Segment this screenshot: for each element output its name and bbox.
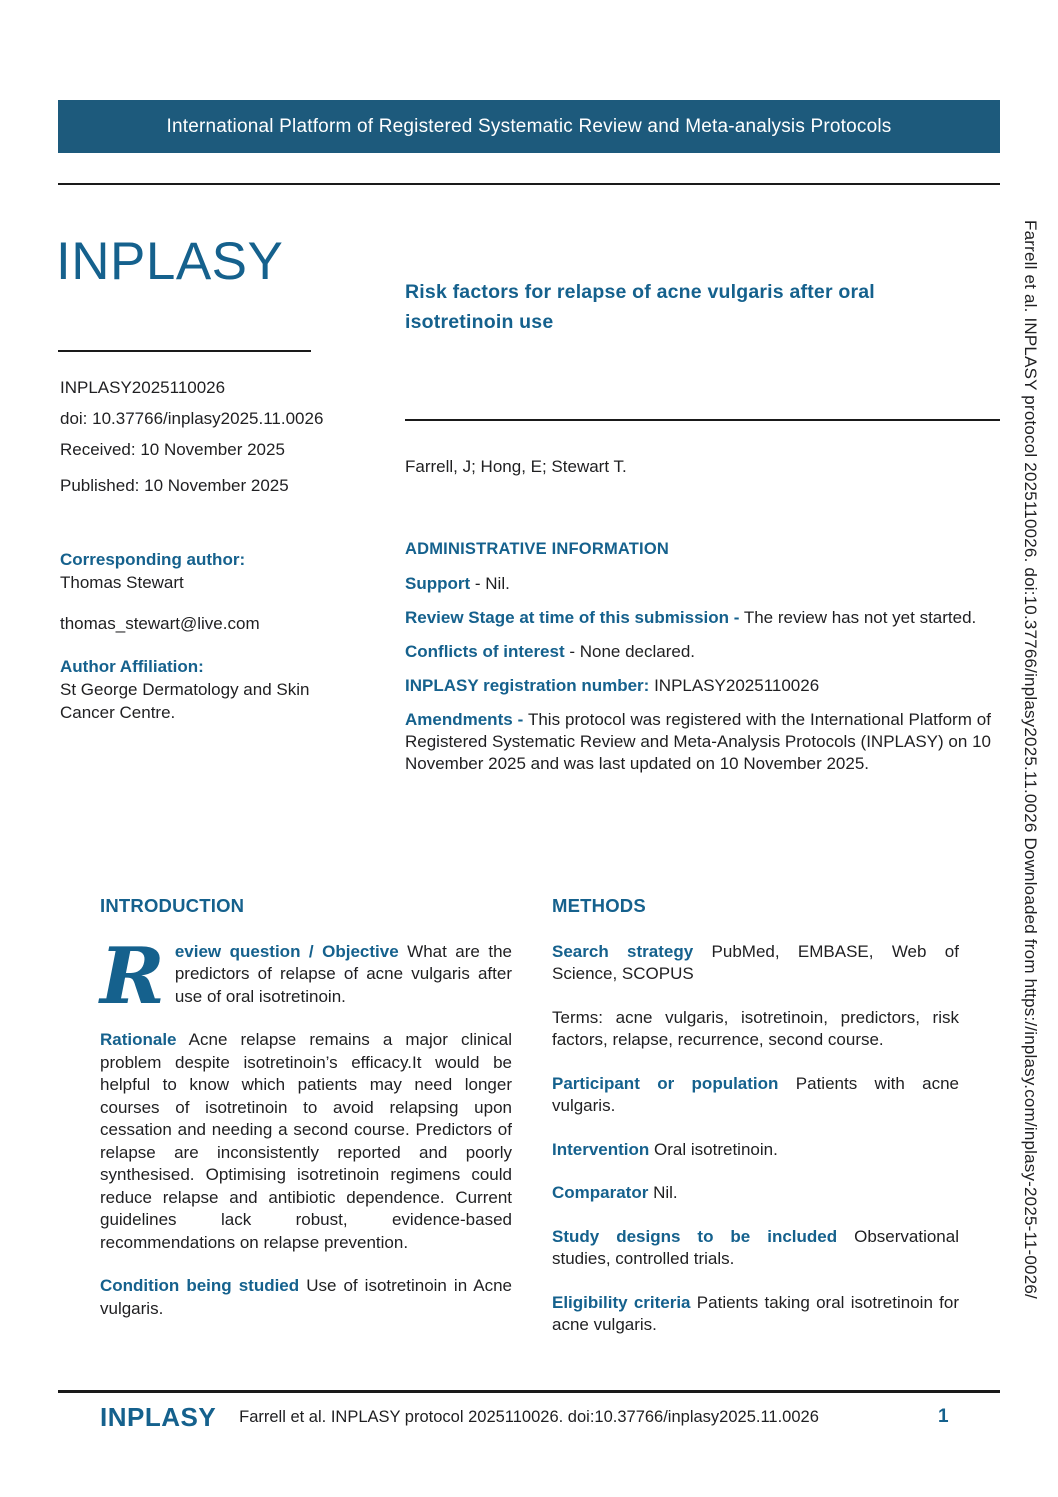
page-number: 1 <box>938 1406 949 1427</box>
admin-item-support <box>405 573 991 595</box>
paragraph-text: Acne relapse remains a major clinical problem despite isotretinoin’s efficacy.It would be helpful to know which patients may need longer courses of isotretinoin to avoid relapsing upon cessation and needing a second course. Predictors of relapse are inconsistently reported and poorly synthesised. Optimising isotretinoin regimens could reduce relapse and antibiotic dependence. Current guidelines lack robust, evidence-based recommendations on relapse prevention. <box>100 1030 512 1252</box>
corresponding-author-label: Corresponding author: <box>60 550 246 569</box>
author-affiliation: St George Dermatology and Skin Cancer Centre. <box>60 680 310 722</box>
introduction-heading: INTRODUCTION <box>100 895 245 916</box>
search-strategy-paragraph <box>552 941 959 986</box>
paragraph-label: eview question / Objective <box>174 941 399 961</box>
admin-label: Review Stage at time of this submission - <box>405 608 740 627</box>
admin-heading: ADMINISTRATIVE INFORMATION <box>405 540 669 558</box>
eligibility-criteria-paragraph <box>552 1292 959 1337</box>
paragraph-text: Terms: acne vulgaris, isotretinoin, predictors, risk factors, relapse, recurrence, second course. <box>552 1007 959 1049</box>
admin-label: Amendments - <box>405 710 524 729</box>
header-divider <box>58 183 1000 185</box>
admin-value: None declared. <box>579 642 696 661</box>
review-question-paragraph <box>100 930 512 1022</box>
corresponding-author-block <box>60 548 346 724</box>
admin-item-amendments <box>405 709 991 775</box>
admin-item-conflicts <box>405 641 991 663</box>
admin-item-registration-number <box>405 675 991 697</box>
admin-value: The review has not yet started. <box>743 608 977 627</box>
vertical-citation-sidebar: Farrell et al. INPLASY protocol 2025110026. doi:10.37766/inplasy2025.11.0026 Downloaded from https://inplasy.com/inplasy-2025-11-0026/ <box>1021 220 1040 1299</box>
paragraph-separator <box>177 1030 189 1049</box>
paragraph-label: Participant or population <box>552 1073 779 1093</box>
intervention-paragraph <box>552 1139 959 1162</box>
admin-label: Conflicts of interest <box>405 642 565 661</box>
admin-value: Nil. <box>485 574 510 593</box>
inplasy-logo: INPLASY <box>56 232 284 291</box>
admin-separator: - <box>564 642 580 661</box>
paragraph-text: Observational studies, controlled trials. <box>552 1226 959 1268</box>
introduction-section <box>100 895 512 1341</box>
paragraph-label: Condition being studied <box>100 1276 300 1295</box>
paragraph-label: Intervention <box>552 1139 650 1159</box>
doi-line: doi: 10.37766/inplasy2025.11.0026 <box>60 409 324 428</box>
paragraph-label: Eligibility criteria <box>552 1292 691 1312</box>
received-line: Received: 10 November 2025 <box>60 440 285 459</box>
dropcap-letter: R <box>100 930 165 1022</box>
paragraph-label: Rationale <box>100 1030 177 1049</box>
published-line: Published: 10 November 2025 <box>60 476 289 495</box>
paragraph-text: PubMed, EMBASE, Web of Science, SCOPUS <box>552 941 959 983</box>
footer-divider <box>58 1390 1000 1393</box>
comparator-paragraph <box>552 1182 959 1205</box>
registration-meta <box>60 378 323 507</box>
paragraph-label: Study designs to be included <box>552 1226 838 1246</box>
methods-heading: METHODS <box>552 895 646 916</box>
paragraph-text: Patients taking oral isotretinoin for acne vulgaris. <box>552 1292 959 1334</box>
authors-line: Farrell, J; Hong, E; Stewart T. <box>405 457 627 476</box>
admin-item-review-stage <box>405 607 991 629</box>
paragraph-label: Comparator <box>552 1183 649 1202</box>
condition-studied-paragraph <box>100 1275 512 1320</box>
admin-value: INPLASY2025110026 <box>654 676 820 695</box>
author-affiliation-label: Author Affiliation: <box>60 657 204 676</box>
banner <box>58 100 1000 153</box>
admin-label: Support <box>405 574 471 593</box>
administrative-information-section <box>405 538 991 787</box>
footer-logo: INPLASY <box>100 1402 217 1432</box>
admin-value: This protocol was registered with the International Platform of Registered Systematic Review and Meta-Analysis Protocols (INPLASY) on 10 November 2025 and was last updated on 10 November 2025. <box>405 710 991 773</box>
rationale-paragraph <box>100 1029 512 1254</box>
paragraph-text: Nil. <box>653 1183 678 1202</box>
corresponding-author-email: thomas_stewart@live.com <box>60 614 260 633</box>
paragraph-separator <box>778 1074 795 1093</box>
logo-divider <box>58 350 311 352</box>
search-terms-paragraph <box>552 1007 959 1052</box>
paragraph-text: Use of isotretinoin in Acne vulgaris. <box>100 1276 512 1318</box>
paragraph-separator <box>837 1227 854 1246</box>
paragraph-text: What are the predictors of relapse of acne vulgaris after use of oral isotretinoin. <box>174 941 512 1006</box>
title-divider <box>405 419 1000 421</box>
paragraph-text: Oral isotretinoin. <box>654 1139 778 1159</box>
admin-separator: - <box>470 574 486 593</box>
admin-label: INPLASY registration number: <box>405 676 650 695</box>
protocol-title: Risk factors for relapse of acne vulgaris after oral isotretinoin use <box>405 281 875 333</box>
footer-citation: Farrell et al. INPLASY protocol 2025110026. doi:10.37766/inplasy2025.11.0026 <box>239 1408 819 1426</box>
corresponding-author-name: Thomas Stewart <box>60 573 184 592</box>
paragraph-separator <box>693 942 711 961</box>
study-designs-paragraph <box>552 1226 959 1271</box>
participant-paragraph <box>552 1073 959 1118</box>
banner-title: International Platform of Registered Systematic Review and Meta-analysis Protocols <box>166 115 892 137</box>
methods-section <box>552 895 959 1358</box>
paragraph-label: Search strategy <box>552 941 694 961</box>
paragraph-separator <box>399 942 407 961</box>
registration-id: INPLASY2025110026 <box>60 378 226 397</box>
paragraph-text: Patients with acne vulgaris. <box>552 1073 959 1115</box>
